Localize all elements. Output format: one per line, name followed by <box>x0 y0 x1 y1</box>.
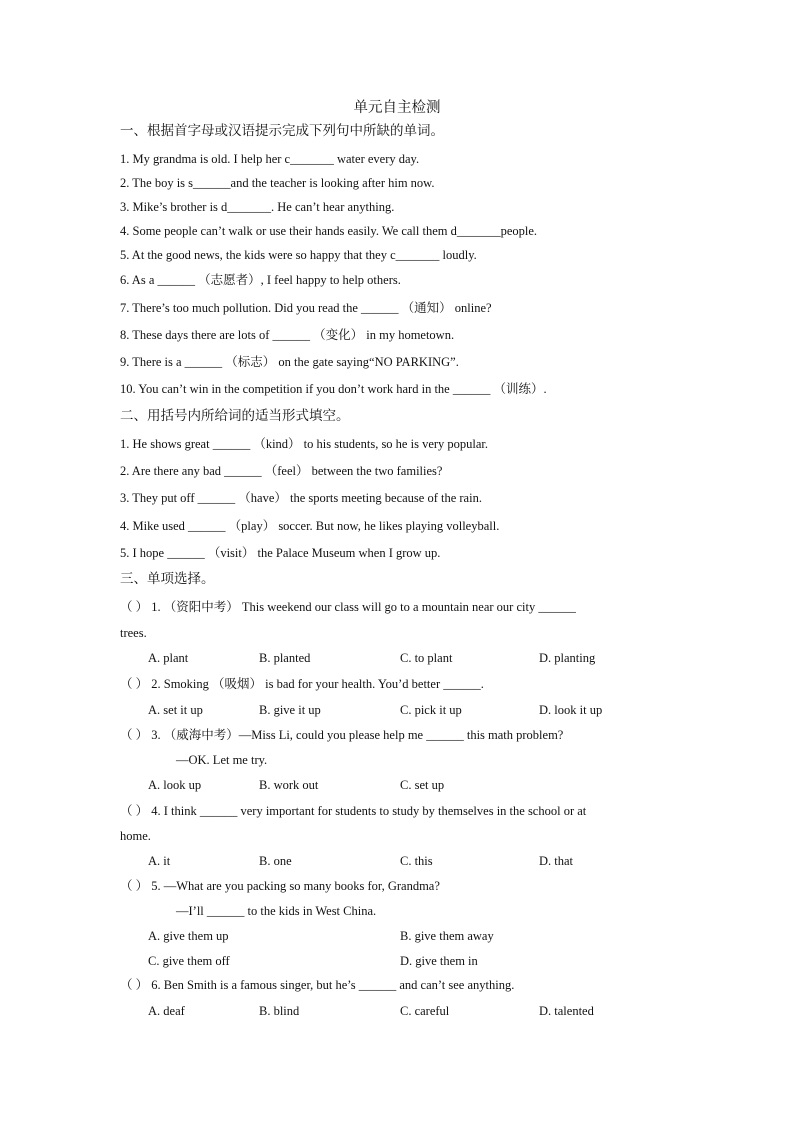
q3-stem: （ ） 3. （威海中考）—Miss Li, could you please help me ______ this math problem? <box>120 728 564 742</box>
q6-option-a: A. deaf <box>148 1004 185 1018</box>
q4-stem-cont: home. <box>120 829 151 843</box>
section2-heading: 二、用括号内所给词的适当形式填空。 <box>120 408 350 423</box>
q3-option-c: C. set up <box>400 778 445 792</box>
q4-option-b: B. one <box>259 854 292 868</box>
s1-item-10: 10. You can’t win in the competition if you don’t work hard in the ______ （训练）. <box>120 382 547 396</box>
q3-option-a: A. look up <box>148 778 202 792</box>
s1-item-5: 5. At the good news, the kids were so happy that they c_______ loudly. <box>120 248 477 262</box>
s1-item-1: 1. My grandma is old. I help her c_______ water every day. <box>120 152 420 166</box>
s2-item-5: 5. I hope ______ （visit） the Palace Museum when I grow up. <box>120 546 441 560</box>
q3-stem-reply: —OK. Let me try. <box>176 753 268 767</box>
q1-stem: （ ） 1. （资阳中考） This weekend our class will go to a mountain near our city ______ <box>120 600 576 614</box>
q5-stem: （ ） 5. —What are you packing so many books for, Grandma? <box>120 879 440 893</box>
s2-item-2: 2. Are there any bad ______ （feel） between the two families? <box>120 464 443 478</box>
section3-heading: 三、单项选择。 <box>120 571 215 586</box>
q2-option-c: C. pick it up <box>400 703 462 717</box>
q4-option-a: A. it <box>148 854 171 868</box>
q2-option-a: A. set it up <box>148 703 203 717</box>
q4-stem: （ ） 4. I think ______ very important for students to study by themselves in the school or at <box>120 804 587 818</box>
q5-option-d: D. give them in <box>400 954 478 968</box>
q2-option-d: D. look it up <box>539 703 603 717</box>
q1-option-c: C. to plant <box>400 651 453 665</box>
q5-option-b: B. give them away <box>400 929 494 943</box>
q1-option-a: A. plant <box>148 651 189 665</box>
q5-option-a: A. give them up <box>148 929 229 943</box>
s2-item-1: 1. He shows great ______ （kind） to his students, so he is very popular. <box>120 437 489 451</box>
q5-option-c: C. give them off <box>148 954 230 968</box>
q6-option-d: D. talented <box>539 1004 594 1018</box>
q3-option-b: B. work out <box>259 778 319 792</box>
s1-item-7: 7. There’s too much pollution. Did you read the ______ （通知） online? <box>120 301 492 315</box>
q6-stem: （ ） 6. Ben Smith is a famous singer, but he’s ______ and can’t see anything. <box>120 978 515 992</box>
q4-option-d: D. that <box>539 854 574 868</box>
page-title: 单元自主检测 <box>353 100 441 116</box>
q5-stem-reply: —I’ll ______ to the kids in West China. <box>176 904 377 918</box>
q6-option-c: C. careful <box>400 1004 450 1018</box>
s1-item-6: 6. As a ______ （志愿者）, I feel happy to help others. <box>120 273 401 287</box>
s2-item-4: 4. Mike used ______ （play） soccer. But now, he likes playing volleyball. <box>120 519 500 533</box>
q1-stem-cont: trees. <box>120 626 147 640</box>
q2-stem: （ ） 2. Smoking （吸烟） is bad for your health. You’d better ______. <box>120 677 484 691</box>
q2-option-b: B. give it up <box>259 703 321 717</box>
s1-item-3: 3. Mike’s brother is d_______. He can’t hear anything. <box>120 200 395 214</box>
q4-option-c: C. this <box>400 854 433 868</box>
s1-item-8: 8. These days there are lots of ______ （变化） in my hometown. <box>120 328 455 342</box>
q1-option-d: D. planting <box>539 651 596 665</box>
s2-item-3: 3. They put off ______ （have） the sports meeting because of the rain. <box>120 491 482 505</box>
q1-option-b: B. planted <box>259 651 311 665</box>
s1-item-9: 9. There is a ______ （标志） on the gate saying“NO PARKING”. <box>120 355 459 369</box>
q6-option-b: B. blind <box>259 1004 300 1018</box>
s1-item-4: 4. Some people can’t walk or use their hands easily. We call them d_______people. <box>120 224 538 238</box>
section1-heading: 一、根据首字母或汉语提示完成下列句中所缺的单词。 <box>120 123 444 138</box>
s1-item-2: 2. The boy is s______and the teacher is looking after him now. <box>120 176 435 190</box>
